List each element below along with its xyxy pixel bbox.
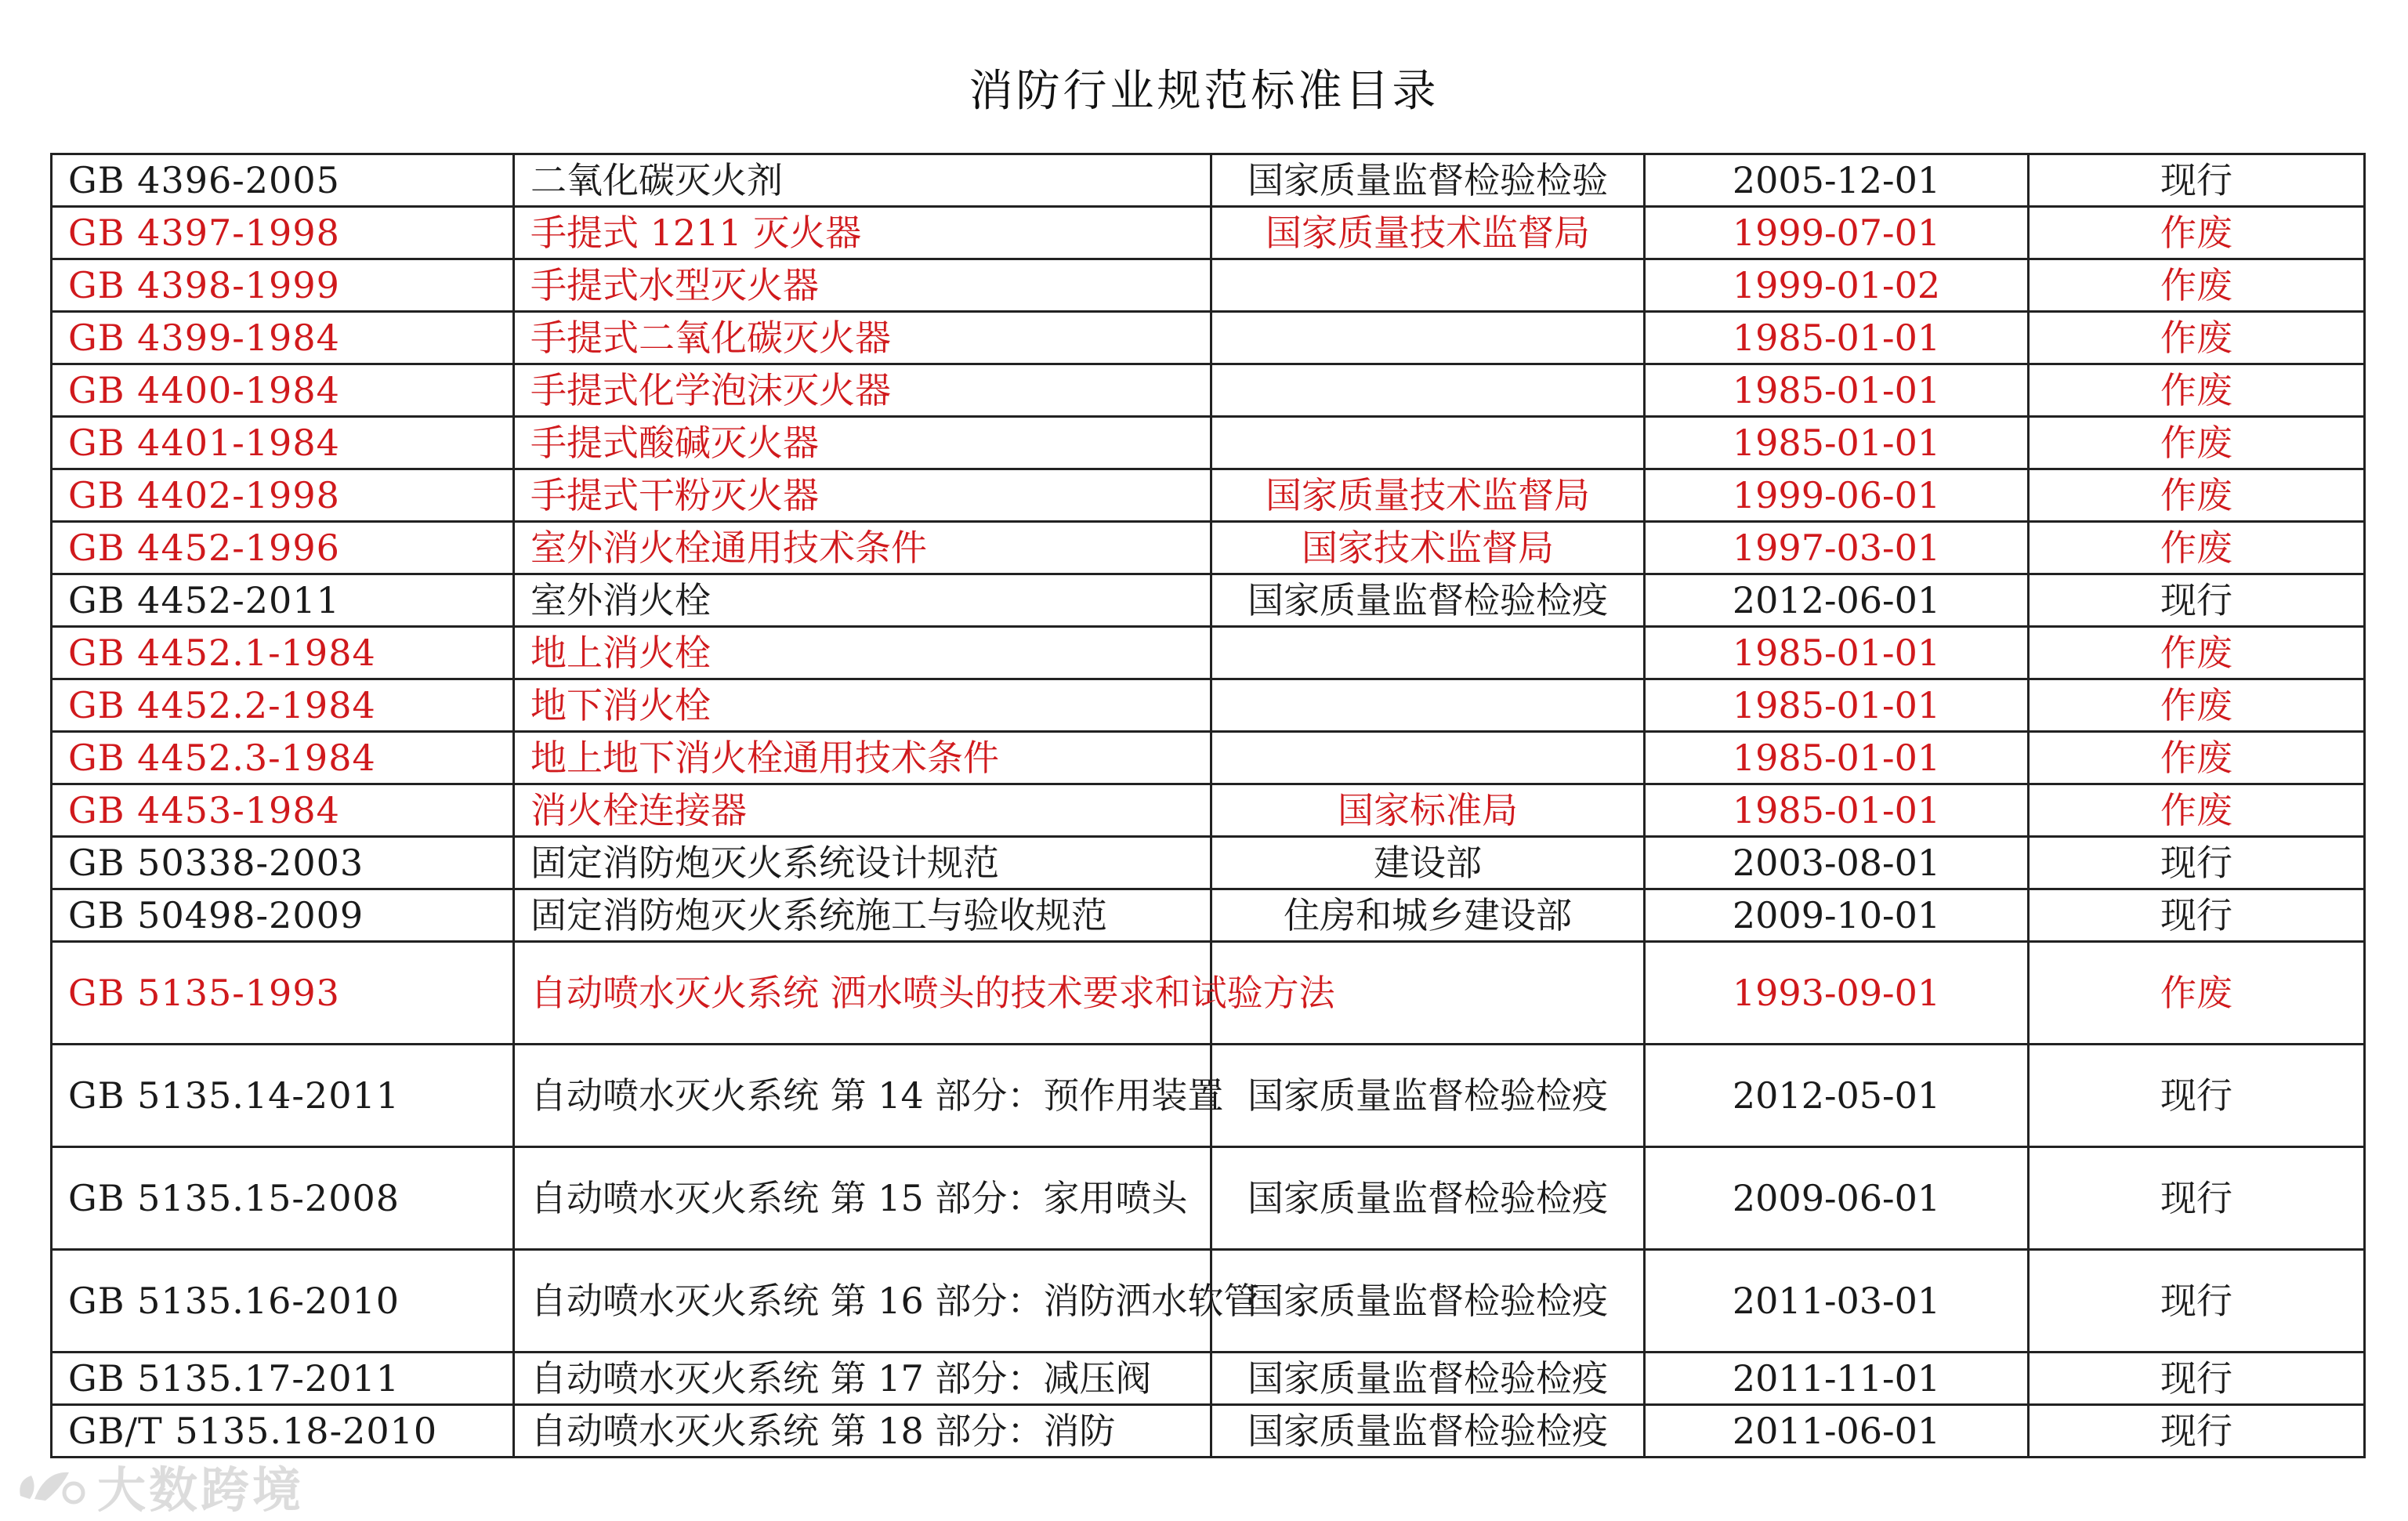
cell-status: 现行 bbox=[2029, 1250, 2365, 1353]
cell-status: 现行 bbox=[2029, 889, 2365, 942]
table-row bbox=[52, 522, 2365, 574]
cell-standard-number: GB 50338-2003 bbox=[52, 837, 514, 889]
cell-department bbox=[1211, 627, 1645, 679]
table-row bbox=[52, 1353, 2365, 1405]
cell-department: 国家质量监督检验检疫 bbox=[1211, 1353, 1645, 1405]
cell-status: 现行 bbox=[2029, 574, 2365, 627]
standards-table bbox=[50, 153, 2366, 1458]
cell-standard-number: GB 5135.14-2011 bbox=[52, 1045, 514, 1147]
cell-effective-date: 2012-05-01 bbox=[1645, 1045, 2029, 1147]
cell-standard-name: 消火栓连接器 bbox=[514, 784, 1211, 837]
cell-status: 现行 bbox=[2029, 1045, 2365, 1147]
cell-standard-number: GB 4452.1-1984 bbox=[52, 627, 514, 679]
table-row bbox=[52, 207, 2365, 259]
cell-department bbox=[1211, 364, 1645, 417]
cell-department: 国家技术监督局 bbox=[1211, 522, 1645, 574]
cell-status: 作废 bbox=[2029, 679, 2365, 732]
cell-standard-number: GB 4452-2011 bbox=[52, 574, 514, 627]
table-row bbox=[52, 942, 2365, 1045]
table-row bbox=[52, 154, 2365, 207]
cell-status: 作废 bbox=[2029, 732, 2365, 784]
cell-standard-number: GB 4400-1984 bbox=[52, 364, 514, 417]
cell-effective-date: 2012-06-01 bbox=[1645, 574, 2029, 627]
cell-effective-date: 1999-06-01 bbox=[1645, 469, 2029, 522]
cell-department: 国家质量监督检验检疫 bbox=[1211, 1250, 1645, 1353]
cell-standard-number: GB 4397-1998 bbox=[52, 207, 514, 259]
table-row bbox=[52, 312, 2365, 364]
table-row bbox=[52, 784, 2365, 837]
table-row bbox=[52, 364, 2365, 417]
cell-standard-number: GB 4396-2005 bbox=[52, 154, 514, 207]
cell-standard-name: 自动喷水灭火系统 第 15 部分：家用喷头 bbox=[514, 1147, 1211, 1250]
cell-effective-date: 2009-10-01 bbox=[1645, 889, 2029, 942]
cell-department: 国家质量技术监督局 bbox=[1211, 469, 1645, 522]
cell-standard-name: 自动喷水灭火系统 第 14 部分：预作用装置 bbox=[514, 1045, 1211, 1147]
table-row bbox=[52, 469, 2365, 522]
cell-department bbox=[1211, 679, 1645, 732]
cell-standard-number: GB 5135.17-2011 bbox=[52, 1353, 514, 1405]
cell-status: 作废 bbox=[2029, 259, 2365, 312]
cell-effective-date: 2005-12-01 bbox=[1645, 154, 2029, 207]
cell-department bbox=[1211, 417, 1645, 469]
cell-standard-number: GB 4398-1999 bbox=[52, 259, 514, 312]
cell-standard-name: 自动喷水灭火系统 第 16 部分：消防洒水软管 bbox=[514, 1250, 1211, 1353]
cell-department: 建设部 bbox=[1211, 837, 1645, 889]
cell-status: 现行 bbox=[2029, 837, 2365, 889]
table-row bbox=[52, 627, 2365, 679]
cell-department bbox=[1211, 732, 1645, 784]
cell-standard-number: GB 4453-1984 bbox=[52, 784, 514, 837]
cell-department: 国家质量监督检验检疫 bbox=[1211, 574, 1645, 627]
cell-effective-date: 2009-06-01 bbox=[1645, 1147, 2029, 1250]
cell-department: 国家质量技术监督局 bbox=[1211, 207, 1645, 259]
cell-standard-number: GB 5135.15-2008 bbox=[52, 1147, 514, 1250]
cell-effective-date: 1985-01-01 bbox=[1645, 364, 2029, 417]
table-row bbox=[52, 1147, 2365, 1250]
table-row bbox=[52, 417, 2365, 469]
table-row bbox=[52, 889, 2365, 942]
cell-effective-date: 1997-03-01 bbox=[1645, 522, 2029, 574]
cell-standard-name: 手提式水型灭火器 bbox=[514, 259, 1211, 312]
cell-effective-date: 2011-06-01 bbox=[1645, 1405, 2029, 1458]
cell-standard-number: GB 5135-1993 bbox=[52, 942, 514, 1045]
cell-standard-number: GB 4452.3-1984 bbox=[52, 732, 514, 784]
table-row bbox=[52, 732, 2365, 784]
watermark bbox=[14, 1451, 304, 1521]
cell-department: 住房和城乡建设部 bbox=[1211, 889, 1645, 942]
cell-standard-name: 地上消火栓 bbox=[514, 627, 1211, 679]
cell-effective-date: 1993-09-01 bbox=[1645, 942, 2029, 1045]
cell-status: 作废 bbox=[2029, 364, 2365, 417]
table-row bbox=[52, 1045, 2365, 1147]
cell-department bbox=[1211, 259, 1645, 312]
cell-status: 现行 bbox=[2029, 1353, 2365, 1405]
standards-table-body bbox=[52, 154, 2365, 1458]
cell-department: 国家质量监督检验检疫 bbox=[1211, 1045, 1645, 1147]
table-row bbox=[52, 574, 2365, 627]
cell-standard-name: 地上地下消火栓通用技术条件 bbox=[514, 732, 1211, 784]
cell-effective-date: 1985-01-01 bbox=[1645, 417, 2029, 469]
cell-status: 作废 bbox=[2029, 417, 2365, 469]
cell-standard-name: 自动喷水灭火系统 第 17 部分：减压阀 bbox=[514, 1353, 1211, 1405]
cell-standard-name: 手提式酸碱灭火器 bbox=[514, 417, 1211, 469]
cell-status: 作废 bbox=[2029, 207, 2365, 259]
cell-standard-name: 室外消火栓通用技术条件 bbox=[514, 522, 1211, 574]
cell-status: 作废 bbox=[2029, 469, 2365, 522]
cell-effective-date: 2003-08-01 bbox=[1645, 837, 2029, 889]
cell-status: 作废 bbox=[2029, 312, 2365, 364]
cell-standard-number: GB 4452.2-1984 bbox=[52, 679, 514, 732]
cell-standard-number: GB 4402-1998 bbox=[52, 469, 514, 522]
cell-status: 现行 bbox=[2029, 154, 2365, 207]
watermark-text: 大数跨境 bbox=[97, 1461, 305, 1519]
cell-status: 作废 bbox=[2029, 784, 2365, 837]
brand-logo-icon bbox=[14, 1465, 86, 1508]
table-row bbox=[52, 1405, 2365, 1458]
cell-standard-number: GB 4399-1984 bbox=[52, 312, 514, 364]
cell-effective-date: 1985-01-01 bbox=[1645, 732, 2029, 784]
table-row bbox=[52, 1250, 2365, 1353]
cell-department: 国家质量监督检验检疫 bbox=[1211, 1147, 1645, 1250]
cell-standard-number: GB/T 5135.18-2010 bbox=[52, 1405, 514, 1458]
cell-effective-date: 1985-01-01 bbox=[1645, 784, 2029, 837]
cell-effective-date: 2011-03-01 bbox=[1645, 1250, 2029, 1353]
cell-department: 国家质量监督检验检疫 bbox=[1211, 1405, 1645, 1458]
cell-status: 现行 bbox=[2029, 1405, 2365, 1458]
cell-standard-name: 手提式二氧化碳灭火器 bbox=[514, 312, 1211, 364]
cell-standard-name: 手提式干粉灭火器 bbox=[514, 469, 1211, 522]
cell-department bbox=[1211, 312, 1645, 364]
cell-standard-name: 自动喷水灭火系统 洒水喷头的技术要求和试验方法 bbox=[514, 942, 1211, 1045]
cell-effective-date: 1999-01-02 bbox=[1645, 259, 2029, 312]
cell-effective-date: 1985-01-01 bbox=[1645, 312, 2029, 364]
cell-department: 国家质量监督检验检验 bbox=[1211, 154, 1645, 207]
table-row bbox=[52, 679, 2365, 732]
cell-standard-name: 手提式 1211 灭火器 bbox=[514, 207, 1211, 259]
table-row bbox=[52, 259, 2365, 312]
cell-standard-name: 固定消防炮灭火系统设计规范 bbox=[514, 837, 1211, 889]
cell-standard-number: GB 4401-1984 bbox=[52, 417, 514, 469]
cell-effective-date: 2011-11-01 bbox=[1645, 1353, 2029, 1405]
cell-effective-date: 1985-01-01 bbox=[1645, 679, 2029, 732]
cell-effective-date: 1985-01-01 bbox=[1645, 627, 2029, 679]
cell-status: 现行 bbox=[2029, 1147, 2365, 1250]
cell-standard-name: 二氧化碳灭火剂 bbox=[514, 154, 1211, 207]
table-row bbox=[52, 837, 2365, 889]
page-title: 消防行业规范标准目录 bbox=[969, 66, 1439, 117]
cell-effective-date: 1999-07-01 bbox=[1645, 207, 2029, 259]
cell-standard-number: GB 50498-2009 bbox=[52, 889, 514, 942]
cell-status: 作废 bbox=[2029, 627, 2365, 679]
cell-standard-name: 手提式化学泡沫灭火器 bbox=[514, 364, 1211, 417]
cell-standard-number: GB 5135.16-2010 bbox=[52, 1250, 514, 1353]
cell-standard-name: 室外消火栓 bbox=[514, 574, 1211, 627]
cell-standard-number: GB 4452-1996 bbox=[52, 522, 514, 574]
cell-standard-name: 固定消防炮灭火系统施工与验收规范 bbox=[514, 889, 1211, 942]
cell-status: 作废 bbox=[2029, 522, 2365, 574]
cell-standard-name: 地下消火栓 bbox=[514, 679, 1211, 732]
cell-department: 国家标准局 bbox=[1211, 784, 1645, 837]
cell-status: 作废 bbox=[2029, 942, 2365, 1045]
cell-standard-name: 自动喷水灭火系统 第 18 部分：消防 bbox=[514, 1405, 1211, 1458]
